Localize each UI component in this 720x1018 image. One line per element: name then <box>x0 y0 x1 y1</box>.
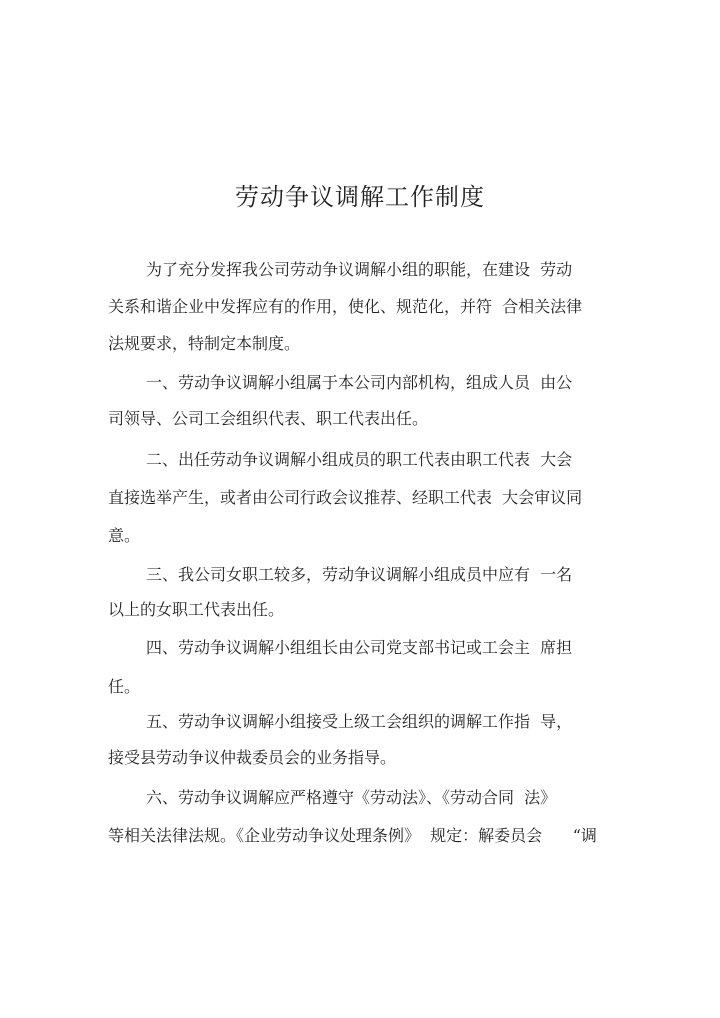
paragraph-intro-line-1: 为了充分发挥我公司劳动争议调解小组的职能，在建设 劳动 <box>146 260 573 279</box>
article-2-line-2: 直接选举产生，或者由公司行政会议推荐、经职工代表 大会审议同 <box>108 488 583 507</box>
article-1-line-2: 司领导、公司工会组织代表、职工代表出任。 <box>108 409 429 428</box>
article-2-line-3: 意。 <box>108 526 141 545</box>
article-3-line-2: 以上的女职工代表出任。 <box>108 600 285 619</box>
article-2-line-1: 二、出任劳动争议调解小组成员的职工代表由职工代表 大会 <box>146 450 573 469</box>
document-title: 劳动争议调解工作制度 <box>235 183 485 211</box>
article-5-line-2: 接受县劳动争议仲裁委员会的业务指导。 <box>108 748 397 767</box>
article-6-line-1: 六、劳动争议调解应严格遵守《劳动法》、《劳动合同 法》 <box>146 788 557 807</box>
article-5-line-1: 五、劳动争议调解小组接受上级工会组织的调解工作指 导， <box>146 712 573 731</box>
article-4-line-1: 四、劳动争议调解小组组长由公司党支部书记或工会主 席担 <box>146 638 573 657</box>
article-1-line-1: 一、劳动争议调解小组属于本公司内部机构，组成人员 由公 <box>146 373 573 392</box>
paragraph-intro-line-3: 法规要求，特制定本制度。 <box>108 334 301 353</box>
article-3-line-1: 三、我公司女职工较多，劳动争议调解小组成员中应有 一名 <box>146 565 573 584</box>
article-4-line-2: 任。 <box>108 677 141 696</box>
paragraph-intro-line-2: 关系和谐企业中发挥应有的作用，使化、规范化，并符 合相关法律 <box>108 297 583 316</box>
article-6-line-2: 等相关法律法规。《企业劳动争议处理条例》 规定：解委员会 “调 <box>108 826 597 845</box>
